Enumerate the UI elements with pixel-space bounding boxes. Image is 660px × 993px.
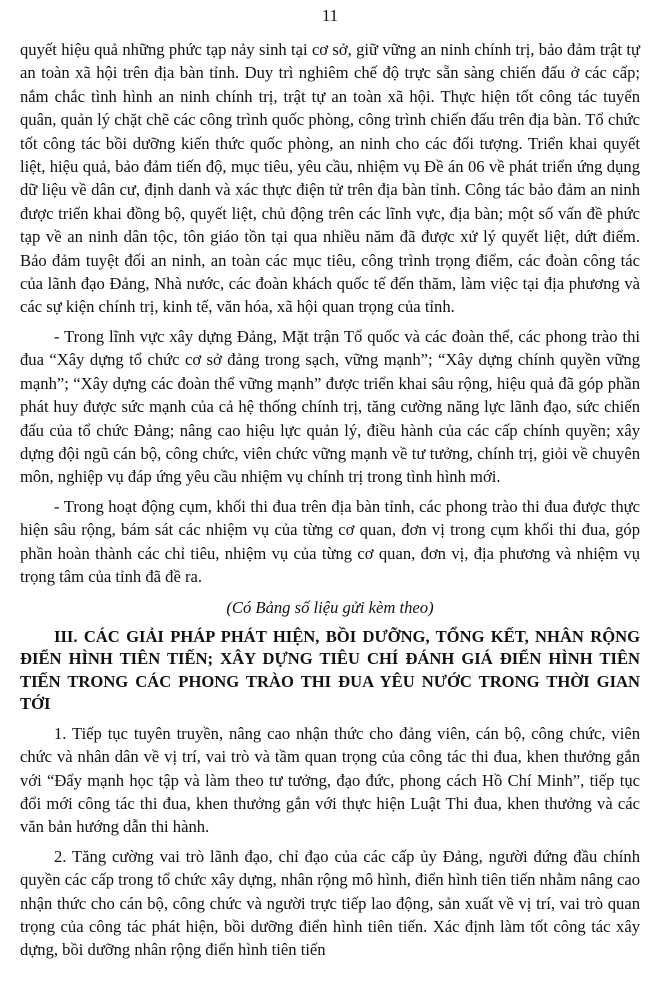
paragraph-party-building: - Trong lĩnh vực xây dựng Đảng, Mặt trận Tổ quốc và các đoàn thể, các phong trào thi đua “Xây dựng tổ chức cơ sở đảng trong sạch, vững mạnh”; “Xây dựng chính quyền vững mạnh”; “Xây dựng các đoàn thể vững mạnh” được triển khai sâu rộng, hiệu quả đã góp phần phát huy được sức mạnh của cả hệ thống chính trị, tăng cường năng lực lãnh đạo, sức chiến đấu của tổ chức Đảng; nâng cao hiệu lực quản lý, điều hành của các cấp chính quyền; xây dựng đội ngũ cán bộ, công chức, viên chức vững mạnh về tư tưởng, chính trị, giỏi về chuyên môn, nghiệp vụ đáp ứng yêu cầu nhiệm vụ chính trị trong tình hình mới. — [20, 326, 640, 487]
attachment-note: (Có Bảng số liệu gửi kèm theo) — [226, 598, 434, 618]
document-body — [20, 38, 640, 962]
paragraph-emulation-clusters: - Trong hoạt động cụm, khối thi đua trên địa bàn tỉnh, các phong trào thi đua được thực hiện sâu rộng, bám sát các nhiệm vụ của từng cơ quan, đơn vị trong cụm khối thi đua, góp phần hoàn thành các chỉ tiêu, nhiệm vụ của từng cơ quan, đơn vị, địa phương và nhiệm vụ trọng tâm của tỉnh đã đề ra. — [20, 496, 640, 586]
solution-item-1: 1. Tiếp tục tuyên truyền, nâng cao nhận thức cho đảng viên, cán bộ, công chức, viên chức và nhân dân về vị trí, vai trò và tầm quan trọng của công tác thi đua, khen thưởng gắn với “Đẩy mạnh học tập và làm theo tư tưởng, đạo đức, phong cách Hồ Chí Minh”, tiếp tục đổi mới công tác thi đua, khen thưởng gắn với thực hiện Luật Thi đua, khen thưởng và các văn bản hướng dẫn thi hành. — [20, 723, 640, 837]
page-number: 11 — [321, 6, 339, 25]
solution-item-2: 2. Tăng cường vai trò lãnh đạo, chỉ đạo của các cấp ủy Đảng, người đứng đầu chính quyền các cấp trong tổ chức xây dựng, nhân rộng mô hình, điển hình tiên tiến nhằm nâng cao nhận thức cho cán bộ, công chức và người trực tiếp lao động, sản xuất về vị trí, vai trò quan trọng của công tác phát hiện, bồi dưỡng điển hình tiên tiến. Xác định làm tốt công tác xây dựng, bồi dưỡng nhân rộng điển hình tiên tiến — [20, 846, 640, 960]
section-heading: III. CÁC GIẢI PHÁP PHÁT HIỆN, BỒI DƯỠNG, TỔNG KẾT, NHÂN RỘNG ĐIỂN HÌNH TIÊN TIẾN; XÂY DỰNG TIÊU CHÍ ĐÁNH GIÁ ĐIỂN HÌNH TIÊN TIẾN TRONG CÁC PHONG TRÀO THI ĐUA YÊU NƯỚC TRONG THỜI GIAN TỚI — [20, 626, 640, 714]
paragraph-security: quyết hiệu quả những phức tạp nảy sinh tại cơ sở, giữ vững an ninh chính trị, bảo đảm trật tự an toàn xã hội trên địa bàn tỉnh. Duy trì nghiêm chế độ trực sẵn sàng chiến đấu ở các cấp; nắm chắc tình hình an ninh chính trị, trật tự an toàn xã hội. Thực hiện tốt công tác tuyển quân, quản lý chặt chẽ các công trình quốc phòng, công trình chiến đấu trên địa bàn. Tổ chức tốt công tác bồi dưỡng kiến thức quốc phòng, an ninh cho các đối tượng. Triển khai quyết liệt, hiệu quả, bảo đảm tiến độ, mục tiêu, yêu cầu, nhiệm vụ Đề án 06 về phát triển ứng dụng dữ liệu về dân cư, định danh và xác thực điện tử trên địa bàn tỉnh. Công tác bảo đảm an ninh được triển khai đồng bộ, quyết liệt, chủ động trên các lĩnh vực, địa bàn; một số vấn đề phức tạp về an ninh dân tộc, tôn giáo tồn tại qua nhiều năm đã được xử lý quyết liệt, dứt điểm. Bảo đảm tuyệt đối an ninh, an toàn các mục tiêu, công trình trọng điểm, các đoàn công tác của lãnh đạo Đảng, Nhà nước, các đoàn khách quốc tế đến thăm, làm việc tại địa phương và các sự kiện chính trị, kinh tế, văn hóa, xã hội quan trọng của tỉnh. — [20, 40, 640, 317]
